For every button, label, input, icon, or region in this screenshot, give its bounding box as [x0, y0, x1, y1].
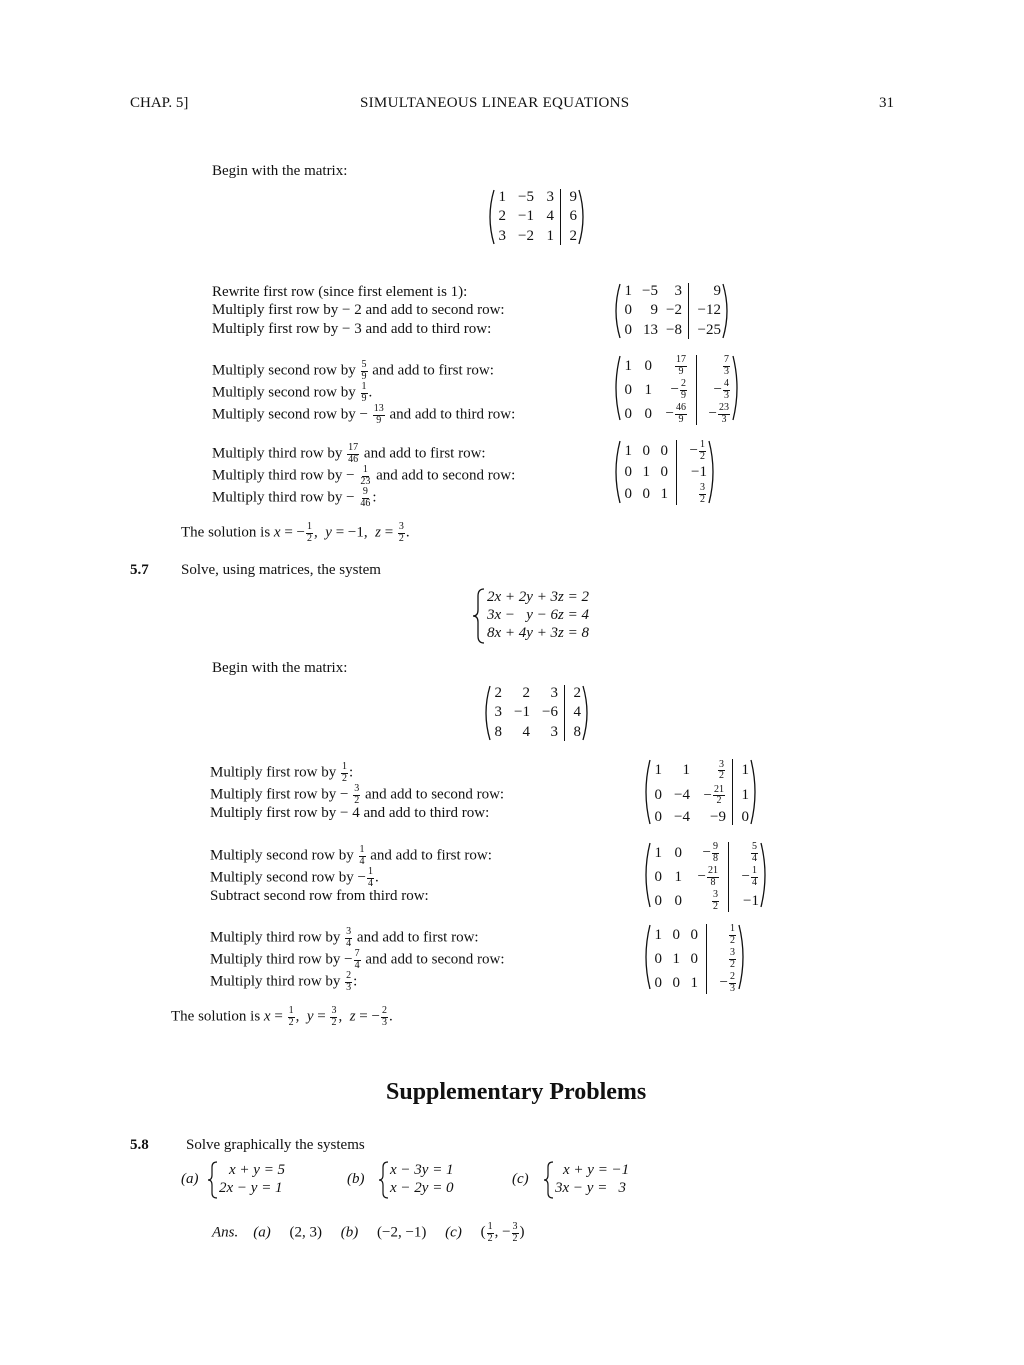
step-text: Multiply third row by − $\frac{1}{23}$ and add to second row:: [212, 464, 516, 487]
equation: 8x + 4y + 3z = 8: [487, 625, 590, 641]
step-text: Multiply third row by − $\frac{7}{4}$ and add to second row:: [210, 948, 505, 971]
step-text: Multiply second row by $\frac{5}{9}$ and add to first row:: [212, 359, 494, 382]
cell: 0: [624, 322, 632, 339]
step-text: Multiply first row by − 4 and add to third row:: [210, 805, 490, 821]
matrix-step-6: 1 0 0 $\frac{1}{2}$ 0 1 0 $\frac{3}{2}$ 0 0 1 − $\frac{2}{3}$: [640, 924, 749, 990]
step-text: Multiply second row by $\frac{1}{9}$ .: [212, 381, 373, 404]
matrix-step-1: [610, 283, 733, 339]
solution-text-1: The solution is x = − $\frac{1}{2}$ , y = −1, z = $\frac{3}{2}$ .: [181, 521, 410, 544]
equation-system-b: [390, 1161, 454, 1197]
cell: 9: [713, 282, 721, 299]
step-text: Multiply third row by − $\frac{9}{46}$ :: [212, 486, 377, 509]
equation-system-a: [219, 1161, 285, 1197]
matrix-step-4: 1 1 $\frac{3}{2}$ 1 0 −4 − $\frac{21}{2}$ 1 0 −4 −9 0: [640, 759, 761, 825]
answers-line: Ans. (a) (2, 3) (b) (−2, −1) (c) ( $\frac{1}{2}$ , − $\frac{3}{2}$ ): [212, 1221, 525, 1244]
equation-system: [487, 588, 589, 642]
section-heading: Supplementary Problems: [386, 1079, 647, 1105]
cell: 13: [643, 322, 658, 339]
left-brace-icon: [207, 1161, 219, 1199]
cell: 9: [650, 302, 658, 319]
cell: 6: [569, 208, 577, 225]
cell: 1: [624, 282, 632, 299]
answer-a: (2, 3): [289, 1224, 322, 1241]
matrix-initial-1: [484, 189, 589, 245]
answer-b: (−2, −1): [377, 1224, 427, 1241]
part-label: (a): [181, 1171, 199, 1187]
equation: 2x + 2y + 3z = 2: [487, 589, 590, 605]
equation: 2x − y = 1: [219, 1180, 283, 1196]
step-text: Multiply first row by − 2 and add to second row:: [212, 302, 505, 318]
matrix-step-5: 1 0 − $\frac{9}{8}$ $\frac{5}{4}$ 0 1 − $\frac{21}{8}$ − $\frac{1}{4}$ 0 0 $\frac{3}{2}$ −1: [640, 842, 771, 908]
cell: −2: [666, 302, 682, 319]
page-number: 31: [879, 95, 894, 111]
cell: 2: [569, 228, 577, 245]
equation: x − 3y = 1: [390, 1162, 454, 1178]
step-text: Subtract second row from third row:: [210, 888, 429, 904]
matrix-step-2: 1 0 $\frac{17}{9}$ $\frac{7}{3}$ 0 1 − $\frac{2}{9}$ − $\frac{4}{3}$ 0 0 − $\frac{46}{9}$ − $\frac{23}{3}$: [610, 355, 743, 421]
cell: 3: [546, 188, 554, 205]
cell: −8: [666, 322, 682, 339]
equation: 3x − y = 3: [555, 1180, 627, 1196]
problem-number: 5.7: [130, 562, 149, 578]
cell: 4: [546, 208, 554, 225]
answer-c: ( $\frac{1}{2}$ , − $\frac{3}{2}$ ): [480, 1221, 525, 1244]
cell: −12: [697, 302, 721, 319]
step-text: Rewrite first row (since first element is 1):: [212, 284, 468, 300]
cell: 0: [624, 302, 632, 319]
step-text: Multiply second row by $\frac{1}{4}$ and add to first row:: [210, 844, 492, 867]
equation-system-c: [555, 1161, 629, 1197]
cell: 9: [569, 188, 577, 205]
cell: 1: [498, 188, 506, 205]
cell: 3: [674, 282, 682, 299]
problem-statement: Solve graphically the systems: [186, 1137, 365, 1153]
part-label: (b): [347, 1171, 365, 1187]
cell: −5: [518, 188, 534, 205]
step-text: Multiply second row by − $\frac{1}{4}$ .: [210, 866, 379, 889]
cell: −2: [518, 228, 534, 245]
step-text: Multiply first row by $\frac{1}{2}$ :: [210, 761, 354, 784]
equation: x − 2y = 0: [390, 1180, 454, 1196]
step-text: Multiply first row by − $\frac{3}{2}$ and add to second row:: [210, 783, 505, 806]
equation: x + y = 5: [229, 1162, 286, 1178]
begin-matrix-text: Begin with the matrix:: [212, 660, 348, 676]
equation: 3x − y − 6z = 4: [487, 607, 590, 623]
cell: −25: [697, 322, 721, 339]
cell: 3: [498, 228, 506, 245]
left-brace-icon: [472, 588, 486, 644]
equation: x + y = −1: [563, 1162, 630, 1178]
cell: −5: [642, 282, 658, 299]
step-text: Multiply first row by − 3 and add to third row:: [212, 321, 492, 337]
step-text: Multiply third row by $\frac{2}{3}$ :: [210, 970, 358, 993]
chapter-label: CHAP. 5]: [130, 95, 189, 111]
solution-text-2: The solution is x = $\frac{1}{2}$ , y = $\frac{3}{2}$ , z = − $\frac{2}{3}$ .: [171, 1005, 393, 1028]
begin-matrix-text: Begin with the matrix:: [212, 163, 348, 179]
step-text: Multiply third row by $\frac{17}{46}$ and add to first row:: [212, 442, 486, 465]
part-label: (c): [512, 1171, 529, 1187]
cell: 2: [498, 208, 506, 225]
cell: 1: [546, 228, 554, 245]
problem-statement: Solve, using matrices, the system: [181, 562, 381, 578]
problem-number: 5.8: [130, 1137, 149, 1153]
cell: −1: [518, 208, 534, 225]
answers-label: Ans.: [212, 1224, 239, 1241]
matrix-step-3: 1 0 0 − $\frac{1}{2}$ 0 1 0 −1 0 0 1 $\frac{3}{2}$: [610, 440, 719, 504]
step-text: Multiply second row by − $\frac{13}{9}$ and add to third row:: [212, 403, 516, 426]
left-brace-icon: [378, 1161, 390, 1199]
left-brace-icon: [543, 1161, 555, 1199]
matrix-initial-2: 2 2 3 2 3 −1 −6 4 8 4 3 8: [480, 685, 593, 741]
step-text: Multiply third row by $\frac{3}{4}$ and add to first row:: [210, 926, 479, 949]
running-title: SIMULTANEOUS LINEAR EQUATIONS: [360, 95, 630, 111]
